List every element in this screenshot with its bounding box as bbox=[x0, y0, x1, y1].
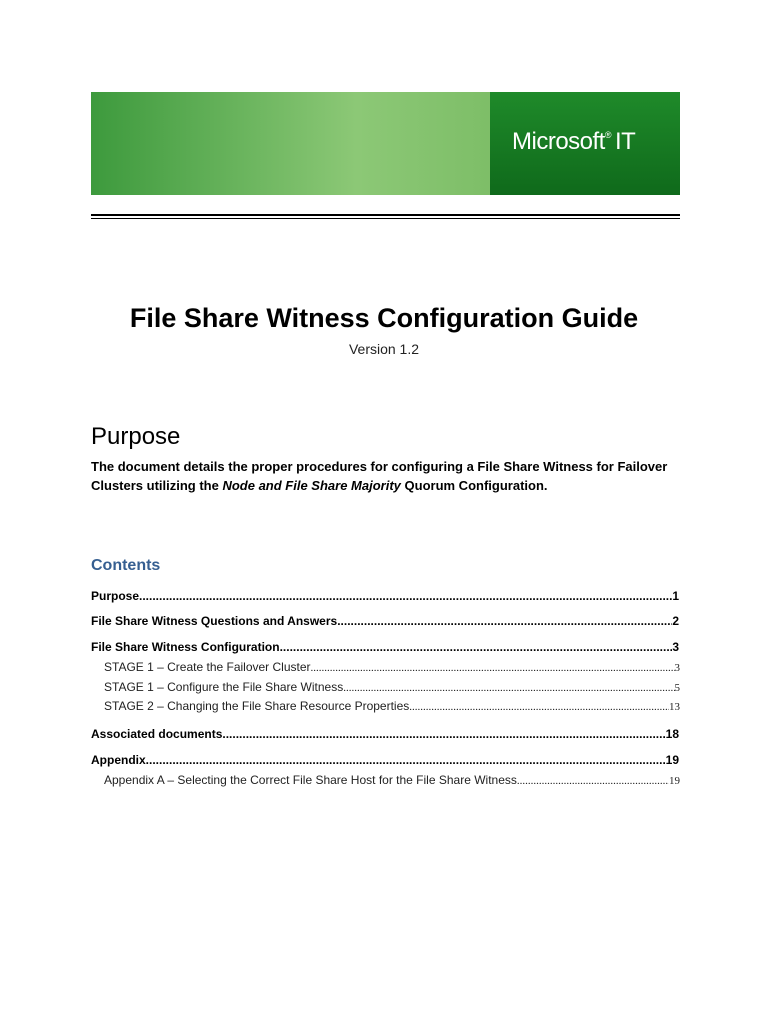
header-rule-thick bbox=[91, 214, 680, 216]
purpose-paragraph bbox=[91, 457, 691, 495]
toc-entry-appendix[interactable] bbox=[91, 753, 679, 771]
purpose-heading: Purpose bbox=[91, 423, 181, 450]
toc-page-number: 19 bbox=[669, 775, 680, 787]
toc-entry-purpose[interactable] bbox=[91, 589, 679, 607]
toc-leader bbox=[146, 753, 666, 767]
toc-entry-label: STAGE 1 – Create the Failover Cluster bbox=[104, 660, 311, 674]
toc-page-number: 3 bbox=[672, 640, 679, 654]
toc-entry-label: Appendix bbox=[91, 753, 146, 767]
toc-page-number: 2 bbox=[672, 614, 679, 628]
toc-entry-appendix-a[interactable] bbox=[104, 773, 680, 791]
toc-entry-label: STAGE 1 – Configure the File Share Witness bbox=[104, 680, 344, 694]
microsoft-it-logo bbox=[490, 92, 680, 195]
toc-entry-questions-and-answers[interactable] bbox=[91, 614, 679, 632]
toc-leader bbox=[343, 682, 674, 694]
toc-page-number: 19 bbox=[665, 753, 679, 767]
toc-entry-stage-resource-properties[interactable] bbox=[104, 699, 680, 717]
toc-page-number: 5 bbox=[674, 682, 680, 694]
toc-page-number: 3 bbox=[674, 662, 680, 674]
toc-entry-stage-configure-witness[interactable] bbox=[104, 680, 680, 698]
toc-leader bbox=[222, 727, 665, 741]
document-version: Version 1.2 bbox=[348, 341, 420, 357]
logo-text bbox=[512, 128, 635, 156]
toc-page-number: 13 bbox=[669, 701, 680, 713]
toc-entry-label: File Share Witness Questions and Answers bbox=[91, 614, 338, 628]
toc-entry-label: STAGE 2 – Changing the File Share Resource Properties bbox=[104, 699, 410, 713]
purpose-text-italic: Node and File Share Majority bbox=[222, 478, 401, 493]
logo-suffix: IT bbox=[615, 128, 636, 155]
toc-leader bbox=[337, 614, 672, 628]
toc-leader bbox=[517, 775, 669, 787]
toc-leader bbox=[139, 589, 672, 603]
logo-word: Microsoft bbox=[512, 128, 605, 155]
toc-leader bbox=[280, 640, 673, 654]
toc-page-number: 18 bbox=[665, 727, 679, 741]
toc-leader bbox=[311, 662, 675, 674]
toc-entry-label: Purpose bbox=[91, 589, 140, 603]
header-rule-thin bbox=[91, 218, 680, 219]
document-title: File Share Witness Configuration Guide bbox=[129, 303, 639, 333]
header-banner bbox=[91, 92, 680, 195]
purpose-text-start: The document details the proper procedures for configuring a File Share Witness for Failover Clusters utilizing the bbox=[91, 459, 668, 493]
purpose-text-end: Quorum Configuration. bbox=[400, 478, 548, 493]
toc-page-number: 1 bbox=[672, 589, 679, 603]
toc-entry-label: Associated documents bbox=[91, 727, 223, 741]
toc-entry-stage-create-cluster[interactable] bbox=[104, 660, 680, 678]
toc-leader bbox=[409, 701, 669, 713]
toc-entry-label: File Share Witness Configuration bbox=[91, 640, 280, 654]
toc-entry-label: Appendix A – Selecting the Correct File Share Host for the File Share Witness bbox=[104, 773, 517, 787]
contents-heading: Contents bbox=[91, 557, 161, 574]
trademark-mark: ® bbox=[604, 130, 611, 140]
toc-entry-associated-documents[interactable] bbox=[91, 727, 679, 745]
toc-entry-configuration[interactable] bbox=[91, 640, 679, 658]
